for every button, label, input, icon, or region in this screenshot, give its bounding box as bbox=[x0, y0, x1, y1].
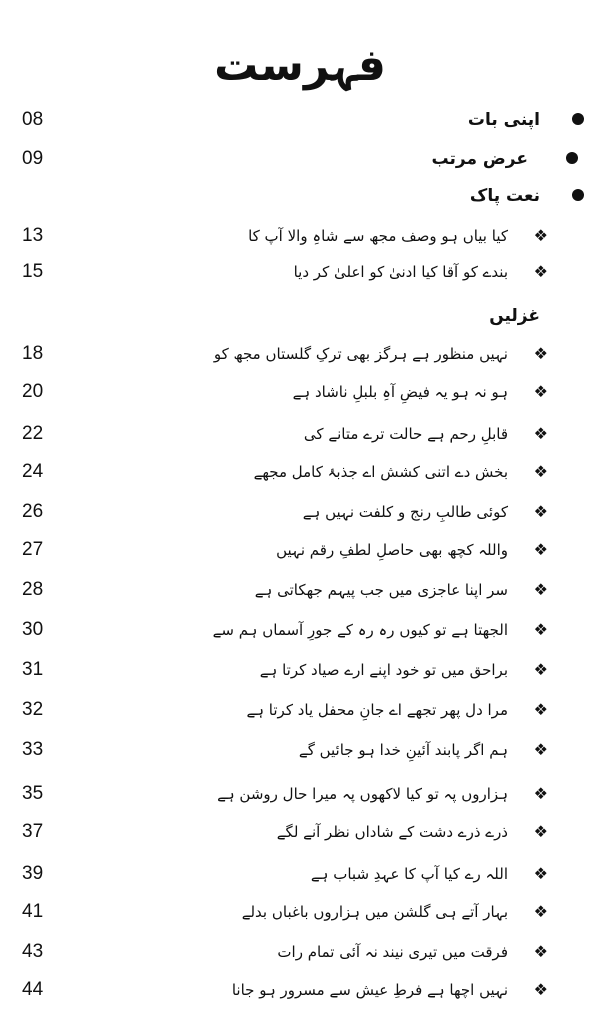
toc-entry[interactable] bbox=[0, 576, 600, 606]
toc-entry[interactable] bbox=[0, 340, 600, 370]
diamond-bullet-icon: ❖ bbox=[533, 980, 548, 999]
diamond-bullet-icon: ❖ bbox=[533, 424, 548, 443]
diamond-bullet-icon: ❖ bbox=[533, 700, 548, 719]
section-heading[interactable] bbox=[0, 182, 600, 212]
diamond-bullet-icon: ❖ bbox=[533, 540, 548, 559]
page-number: 43 bbox=[22, 941, 44, 962]
page-number: 27 bbox=[22, 539, 44, 560]
entry-title: بخش دے اتنی کشش اے جذبۂ کامل مجھے bbox=[253, 463, 508, 481]
diamond-bullet-icon: ❖ bbox=[533, 580, 548, 599]
page-number: 39 bbox=[22, 863, 44, 884]
toc-entry[interactable] bbox=[0, 696, 600, 726]
section-title: غزلیں bbox=[489, 306, 540, 326]
diamond-bullet-icon: ❖ bbox=[533, 262, 548, 281]
diamond-bullet-icon: ❖ bbox=[533, 864, 548, 883]
page-number: 15 bbox=[22, 261, 44, 282]
toc-entry[interactable] bbox=[0, 860, 600, 890]
bullet-icon bbox=[572, 113, 584, 125]
entry-title: نعت پاک bbox=[469, 186, 540, 206]
page-number: 37 bbox=[22, 821, 44, 842]
toc-entry[interactable] bbox=[0, 938, 600, 968]
page-number: 09 bbox=[22, 148, 44, 169]
toc-entry[interactable] bbox=[0, 258, 600, 288]
diamond-bullet-icon: ❖ bbox=[533, 784, 548, 803]
toc-entry[interactable] bbox=[0, 145, 600, 175]
toc-entry[interactable] bbox=[0, 378, 600, 408]
page-number: 28 bbox=[22, 579, 44, 600]
bullet-icon bbox=[572, 189, 584, 201]
diamond-bullet-icon: ❖ bbox=[533, 462, 548, 481]
diamond-bullet-icon: ❖ bbox=[533, 226, 548, 245]
page-number: 33 bbox=[22, 739, 44, 760]
section-heading bbox=[0, 302, 600, 332]
page-number: 44 bbox=[22, 979, 44, 1000]
toc-entry[interactable] bbox=[0, 498, 600, 528]
diamond-bullet-icon: ❖ bbox=[533, 502, 548, 521]
diamond-bullet-icon: ❖ bbox=[533, 942, 548, 961]
entry-title: براحق میں تو خود اپنے ارے صیاد کرتا ہے bbox=[259, 661, 508, 679]
entry-title: ہو نہ ہو یہ فیضِ آہِ بلبلِ ناشاد ہے bbox=[292, 383, 508, 401]
entry-title: نہیں منظور ہے ہرگز بھی ترکِ گلستاں مجھ کو bbox=[213, 345, 508, 363]
entry-title: عرض مرتب bbox=[431, 149, 528, 169]
diamond-bullet-icon: ❖ bbox=[533, 620, 548, 639]
page-number: 13 bbox=[22, 225, 44, 246]
page-number: 22 bbox=[22, 423, 44, 444]
entry-title: ہزاروں پہ تو کیا لاکھوں پہ میرا حال روشن ہے bbox=[217, 785, 508, 803]
toc-entry[interactable] bbox=[0, 976, 600, 1006]
entry-title: ذرے ذرے دشت کے شاداں نظر آنے لگے bbox=[276, 823, 508, 841]
page-number: 35 bbox=[22, 783, 44, 804]
entry-title: کوئی طالبِ رنج و کلفت نہیں ہے bbox=[302, 503, 508, 521]
diamond-bullet-icon: ❖ bbox=[533, 344, 548, 363]
entry-title: سر اپنا عاجزی میں جب پیہم جھکاتی ہے bbox=[254, 581, 508, 599]
toc-entry[interactable] bbox=[0, 222, 600, 252]
page-number: 31 bbox=[22, 659, 44, 680]
entry-title: بندے کو آقا کیا ادنیٰ کو اعلیٰ کر دیا bbox=[293, 263, 508, 281]
toc-entry[interactable] bbox=[0, 898, 600, 928]
entry-title: نہیں اچھا ہے فرطِ عیش سے مسرور ہو جانا bbox=[231, 981, 508, 999]
toc-entry[interactable] bbox=[0, 420, 600, 450]
toc-entry[interactable] bbox=[0, 616, 600, 646]
toc-entry[interactable] bbox=[0, 536, 600, 566]
toc-entry[interactable] bbox=[0, 736, 600, 766]
page-number: 18 bbox=[22, 343, 44, 364]
page-number: 30 bbox=[22, 619, 44, 640]
page-number: 24 bbox=[22, 461, 44, 482]
toc-entry[interactable] bbox=[0, 458, 600, 488]
entry-title: مرا دل پھر تجھے اے جانِ محفل یاد کرتا ہے bbox=[246, 701, 508, 719]
diamond-bullet-icon: ❖ bbox=[533, 660, 548, 679]
entry-title: اپنی بات bbox=[467, 110, 540, 130]
diamond-bullet-icon: ❖ bbox=[533, 822, 548, 841]
entry-title: واللہ کچھ بھی حاصلِ لطفِ رقم نہیں bbox=[276, 541, 508, 559]
page-title: فہرست bbox=[214, 40, 386, 91]
entry-title: بہار آتے ہی گلشن میں ہزاروں باغباں بدلے bbox=[241, 903, 508, 921]
toc-entry[interactable] bbox=[0, 780, 600, 810]
entry-title: ہم اگر پابند آئینِ خدا ہو جائیں گے bbox=[298, 741, 508, 759]
page-number: 08 bbox=[22, 109, 44, 130]
page-number: 32 bbox=[22, 699, 44, 720]
entry-title: الجھتا ہے تو کیوں رہ رہ کے جورِ آسماں ہم سے bbox=[212, 621, 508, 639]
bullet-icon bbox=[566, 152, 578, 164]
toc-entry[interactable] bbox=[0, 106, 600, 136]
entry-title: قابلِ رحم ہے حالت ترے متانے کی bbox=[303, 425, 508, 443]
diamond-bullet-icon: ❖ bbox=[533, 740, 548, 759]
toc-entry[interactable] bbox=[0, 656, 600, 686]
entry-title: فرقت میں تیری نیند نہ آئی تمام رات bbox=[277, 943, 508, 961]
entry-title: کیا بیاں ہو وصف مجھ سے شاہِ والا آپ کا bbox=[248, 227, 508, 245]
diamond-bullet-icon: ❖ bbox=[533, 902, 548, 921]
toc-entry[interactable] bbox=[0, 818, 600, 848]
entry-title: اللہ رے کیا آپ کا عہدِ شباب ہے bbox=[310, 865, 508, 883]
diamond-bullet-icon: ❖ bbox=[533, 382, 548, 401]
page-number: 20 bbox=[22, 381, 44, 402]
page-number: 26 bbox=[22, 501, 44, 522]
page-number: 41 bbox=[22, 901, 44, 922]
